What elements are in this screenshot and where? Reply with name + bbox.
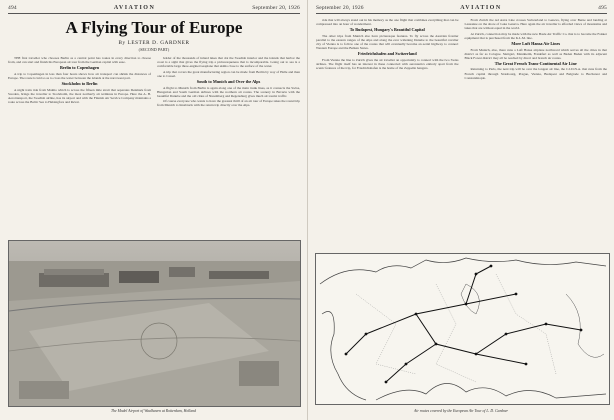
magazine-name: AVIATION	[113, 5, 156, 11]
body-paragraph: Of course everyone who wants to have the greatest thrill of an air tour of Europe takes the round trip from Munich to Innsbruck with the return trip directly over the Alps.	[157, 99, 300, 108]
section-heading: South to Munich and Over the Alps	[196, 78, 261, 84]
magazine-name: AVIATION	[460, 5, 502, 11]
column-right	[465, 18, 608, 81]
air-routes-map	[315, 253, 610, 405]
issue-date: September 20, 1926	[316, 5, 364, 11]
photo-caption: The Model Airport of Waalhaven at Rotterdam, Holland	[110, 409, 197, 413]
article-byline: By LESTER D. GARDNER	[118, 40, 190, 46]
page-header	[8, 5, 300, 11]
article-columns	[316, 18, 607, 81]
aerial-photo-illustration	[9, 241, 300, 406]
header-rule	[316, 13, 607, 14]
body-paragraph: holder of the thousands of inland lakes that dot the Swedish interior and the islands that harbor the coast is a sight that gives the flying trip a picturesqueness that is incomparable. Going out to sea is a comfortable large three-engined seaplane that skims close to the surface of the water.	[157, 56, 300, 69]
intro-paragraph: THE first traveller who chooses Berlin as a central point has routes in every direction to choose from, and can start and finish his European air tour from the German capital with ease.	[8, 56, 151, 65]
body-paragraph: From Munich, also, there runs a Luft Hansa airplane northward which serves all the cities in that district as far as Cologne. Stuttgart, Mannheim, Frankfurt as well as Baden Baden with its adjacent Black Forest district may all be reached by direct and branch air routes.	[464, 47, 607, 60]
body-paragraph: The other trips from Munich also have picturesque features. To fly across the Austrian frontier parallel to the eastern ranges of the Alps and along the ever widening Danube to the beautiful cavalier city of Vienna is to follow one of the routes that will eventually become an aerial highway to connect Western Europe and the Balkan States.	[316, 33, 459, 51]
header-rule	[8, 13, 300, 14]
section-heading: Berlin to Copenhagen	[59, 65, 100, 71]
article-title: A Flying Tour of Europe	[65, 18, 243, 37]
body-paragraph: From Zurich the Ad Astra Line crosses Switzerland to Geneva, flying over Berne and landing at Lausanne on the shore of Lake Geneva. Here again the air traveller is afforded views of mountains and lakes that are without equal in the world.	[464, 18, 607, 31]
section-heading: To Budapest, Hungary's Beautiful Capital	[349, 27, 425, 33]
body-paragraph: A night train ride from Malmo which is across the fifteen mile strait that separates Denmark from Sweden, brings the traveller to Stockholm, the most northerly air terminus in Europe. Here the A. B. Aerotransport, the Swedish airline, has its airport and with the Finnish Air Service Company maintains a route across the Baltic Sea to Helsingfors and Reval.	[8, 87, 151, 104]
body-paragraph: A trip to Copenhagen in less than four hours shows how air transport can shrink the distances of Europe. The route is laid so as to cross the water between the islands at the narrowest part.	[8, 71, 151, 80]
section-heading: Friedrichshafen and Switzerland	[357, 51, 417, 57]
body-paragraph: ride that will always stand out in his memory as the one flight that combines everything that can be compressed into an hour of wonderment.	[316, 18, 459, 27]
section-heading: The Great French Trans-Continental Air Line	[494, 60, 577, 66]
section-heading: Stockholm to Berlin	[61, 80, 98, 86]
column-right	[157, 56, 300, 109]
page-number: 494	[8, 5, 17, 11]
body-paragraph: Returning to Paris, the next trip will be over the longest air line, the C.I.D.N.A. that runs from the French capital through Strasbourg, Prague, Vienna, Budapest and Belgrade to Bucharest and Constantinople.	[464, 67, 607, 80]
section-heading: More Luft Hansa Air Lines	[511, 40, 561, 46]
right-page	[307, 0, 614, 420]
page-number: 495	[598, 5, 607, 11]
page-header	[316, 5, 607, 11]
article-part: (SECOND PART)	[138, 47, 170, 52]
column-left	[8, 56, 151, 109]
map-caption: Air routes covered by the European Air Tour of L. D. Gardner	[413, 409, 509, 413]
column-left	[316, 18, 459, 81]
body-paragraph: A trip that covers the great manufacturing region can be made from Berlin by way of Halle and then one to Cassel.	[157, 69, 300, 78]
body-paragraph: At Zurich, connection may be made with the new Basle Air Traffic Co. that is to become the Fokker equipment that is purchased from the K.L.M. line.	[464, 31, 607, 40]
article-columns	[8, 56, 300, 109]
body-paragraph: A flight to Munich from Berlin is again along one of the main trunk lines, as it connects the Swiss, Hungarian and South German airlines with the northern air routes. The scenery in Bavaria with the beautiful Danube and the old cities of Nuremberg and Regensburg gives much air tourist traffic.	[157, 85, 300, 98]
airport-aerial-photo	[8, 240, 301, 407]
europe-map-illustration	[316, 254, 609, 404]
issue-date: September 20, 1926	[252, 5, 300, 11]
body-paragraph: From Vienna the line to Zurich gives the air traveller an opportunity to connect with the two Swiss airlines. The flight itself has an interest in these connected with aeronautics entirely apart from the scenic features of the trip, for Friedrichshafen is the home of the Zeppelin hangars.	[316, 57, 459, 70]
